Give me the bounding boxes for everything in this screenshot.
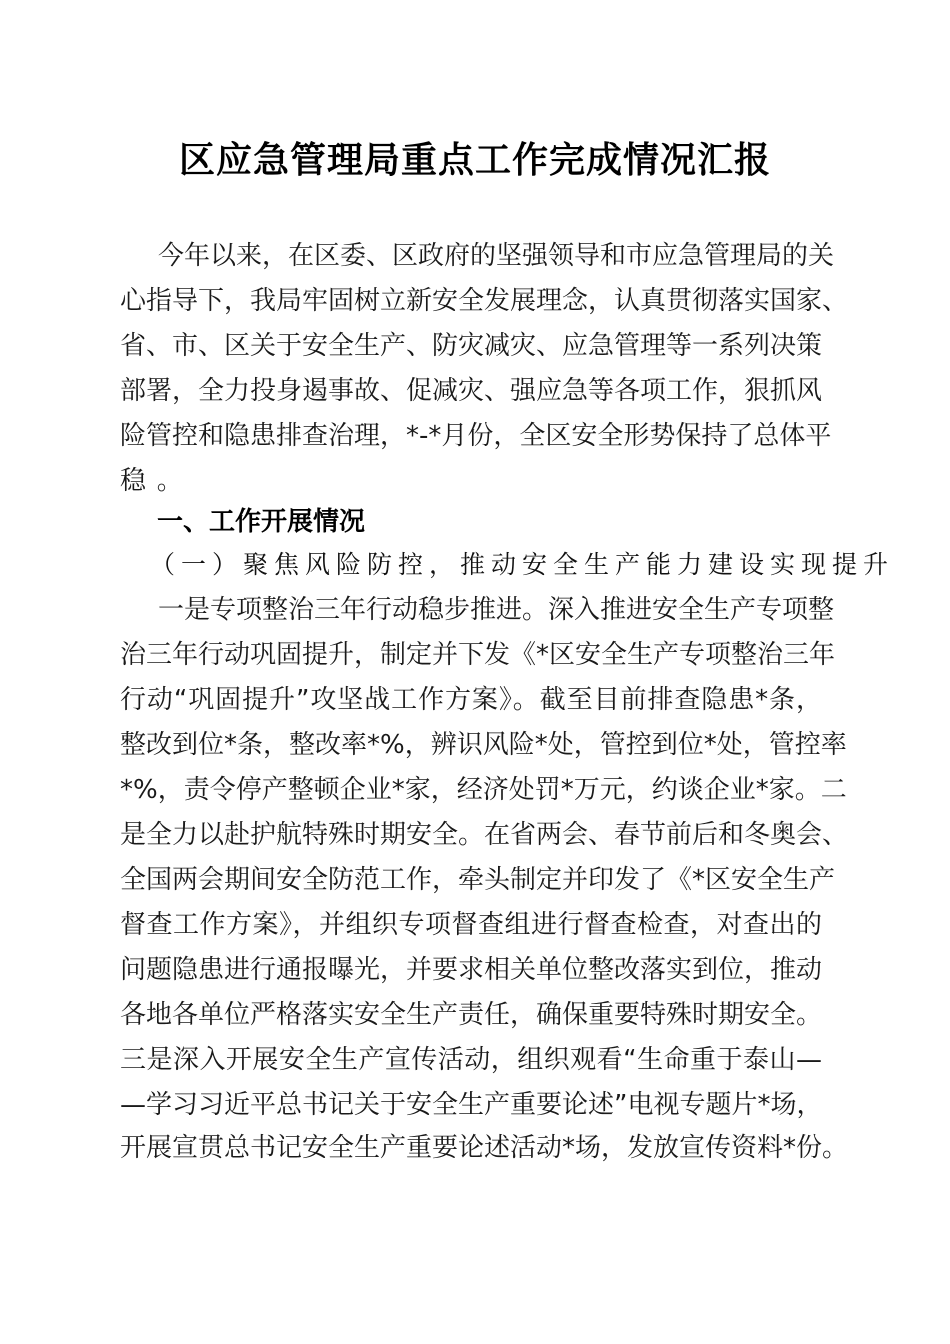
subsection-heading: （一）聚焦风险防控，推动安全生产能力建设实现提升	[150, 550, 895, 579]
body-text: 深入推进安全生产专项整	[548, 595, 835, 625]
body-line: 问题隐患进行通报曝光，并要求相关单位整改落实到位，推动	[120, 955, 823, 985]
intro-line: 稳。	[120, 466, 194, 496]
intro-line: 部署，全力投身遏事故、促减灾、强应急等各项工作，狠抓风	[120, 376, 823, 406]
body-line: —学习习近平总书记关于安全生产重要论述”电视专题片*场，	[120, 1090, 823, 1120]
intro-line: 省、市、区关于安全生产、防灾减灾、应急管理等一系列决策	[120, 331, 823, 361]
item-one-lead: 一是专项整治三年行动稳步推进。	[158, 595, 549, 625]
body-line: 各地各单位严格落实安全生产责任，确保重要特殊时期安全。	[120, 1000, 823, 1030]
body-line: *%，责令停产整顿企业*家，经济处罚*万元，约谈企业*家。二	[120, 775, 847, 805]
body-line: 开展宣贯总书记安全生产重要论述活动*场，发放宣传资料*份。	[120, 1133, 849, 1163]
body-line: 督查工作方案》，并组织专项督查组进行督查检查，对查出的	[120, 910, 822, 940]
body-line: 整改到位*条，整改率*%，辨识风险*处，管控到位*处，管控率	[120, 730, 847, 760]
body-line: 全国两会期间安全防范工作，牵头制定并印发了《*区安全生产	[120, 865, 836, 895]
intro-line: 险管控和隐患排查治理，*-*月份，全区安全形势保持了总体平	[120, 421, 832, 451]
body-line: 是全力以赴护航特殊时期安全。在省两会、春节前后和冬奥会、	[120, 820, 849, 850]
body-line	[158, 588, 835, 632]
document-title: 区应急管理局重点工作完成情况汇报	[178, 139, 771, 181]
body-line: 治三年行动巩固提升，制定并下发《*区安全生产专项整治三年	[120, 640, 836, 670]
body-line: 行动“巩固提升”攻坚战工作方案》。截至目前排查隐患*条，	[120, 685, 822, 715]
section-heading: 一、工作开展情况	[157, 507, 366, 537]
intro-line: 心指导下，我局牢固树立新安全发展理念，认真贯彻落实国家、	[120, 286, 849, 316]
body-line: 三是深入开展安全生产宣传活动，组织观看“生命重于泰山—	[120, 1045, 822, 1075]
intro-line: 今年以来，在区委、区政府的坚强领导和市应急管理局的关	[158, 241, 835, 271]
